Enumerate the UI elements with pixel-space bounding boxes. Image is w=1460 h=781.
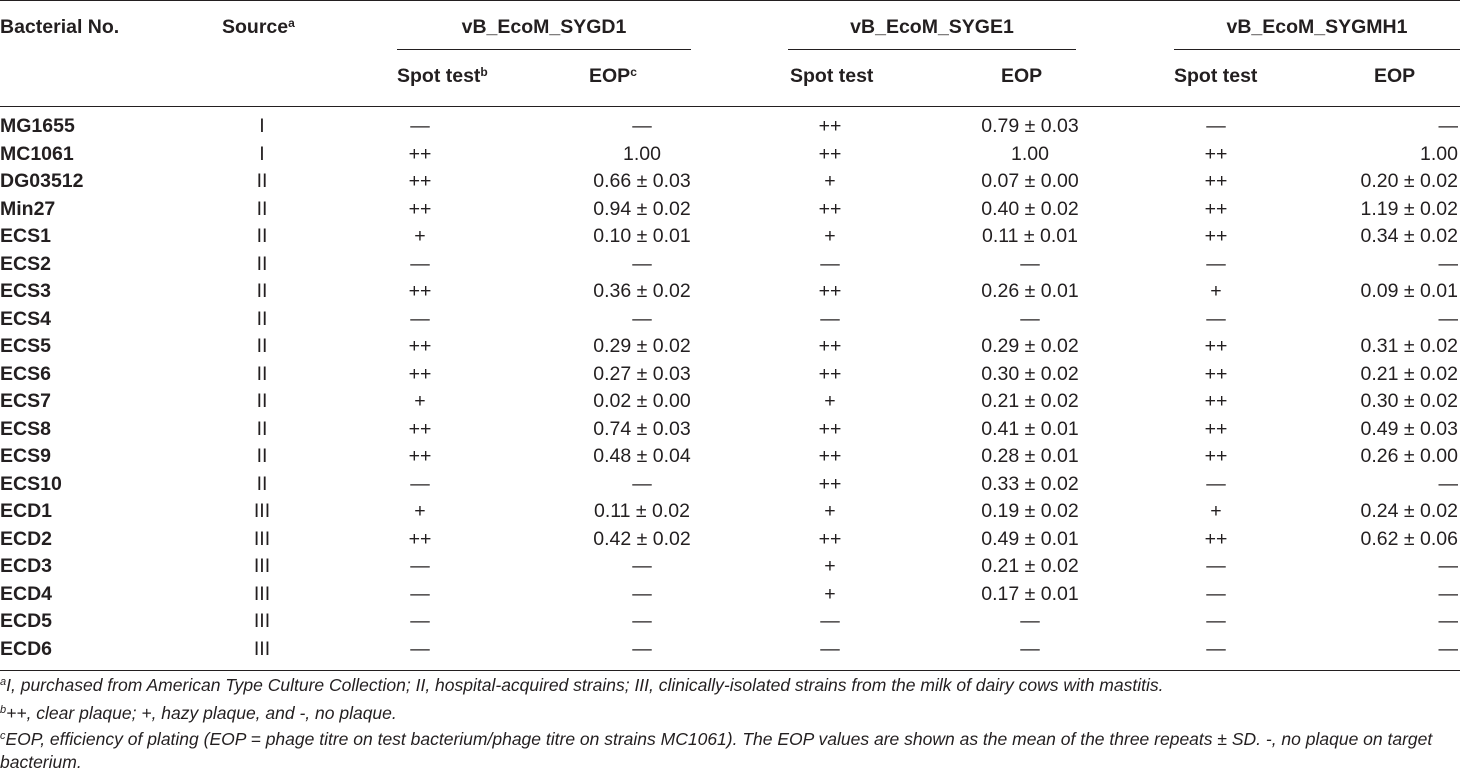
spot-test-cell: ++: [818, 335, 842, 357]
eop-cell: —: [632, 637, 652, 660]
spot-test-cell: +: [414, 225, 426, 247]
source-cell: II: [256, 225, 268, 247]
bacterial-name-cell: ECD3: [0, 555, 53, 577]
eop-cell: 0.49 ± 0.01: [981, 527, 1079, 550]
spot-test-cell: +: [824, 555, 836, 577]
table-row: [0, 223, 1460, 251]
header-source: Source$^a$: [222, 16, 295, 38]
spot-test-cell: ++: [408, 142, 432, 165]
spot-test-cell: ++: [408, 527, 432, 550]
table-bottom-rule: [0, 670, 1460, 671]
table-row: [0, 251, 1460, 279]
bacterial-name-cell: ECS8: [0, 417, 51, 440]
eop-cell: —: [1438, 472, 1458, 495]
source-cell: II: [256, 362, 268, 385]
bacterial-name-cell: DG03512: [0, 170, 84, 192]
eop-cell: —: [632, 307, 652, 330]
source-cell: III: [253, 637, 271, 660]
eop-cell: 0.10 ± 0.01: [593, 225, 691, 247]
table-row: [0, 278, 1460, 306]
eop-cell: 0.62 ± 0.06: [1360, 527, 1458, 550]
eop-cell: 0.30 ± 0.02: [1360, 390, 1458, 412]
bacterial-name-cell: ECS6: [0, 362, 51, 385]
spot-test-cell: —: [410, 610, 430, 632]
eop-cell: —: [632, 252, 652, 275]
eop-cell: 0.34 ± 0.02: [1360, 225, 1458, 247]
header-group-sygd1: vB_EcoM_SYGD1: [461, 16, 627, 38]
eop-cell: —: [1020, 307, 1040, 330]
spot-test-cell: —: [1206, 472, 1226, 495]
spot-test-cell: —: [1206, 555, 1226, 577]
spot-test-cell: —: [410, 472, 430, 495]
bacterial-name-cell: ECS10: [0, 472, 62, 495]
bacterial-name-cell: ECD1: [0, 500, 53, 522]
spot-test-cell: ++: [818, 472, 842, 495]
spot-test-cell: ++: [1204, 170, 1228, 192]
eop-cell: 0.79 ± 0.03: [981, 115, 1079, 137]
eop-cell: —: [1438, 637, 1458, 660]
spot-test-cell: —: [820, 610, 840, 632]
eop-cell: 0.26 ± 0.01: [981, 280, 1079, 302]
table-row: [0, 608, 1460, 636]
spot-test-cell: ++: [408, 417, 432, 440]
header-eop: EOP: [1001, 65, 1043, 87]
table-row: [0, 113, 1460, 141]
spot-test-cell: ++: [1204, 417, 1228, 440]
eop-cell: 0.17 ± 0.01: [981, 582, 1079, 605]
bacterial-name-cell: Min27: [0, 197, 56, 220]
eop-cell: 0.21 ± 0.02: [981, 555, 1079, 577]
eop-cell: 0.74 ± 0.03: [593, 417, 691, 440]
eop-cell: 0.21 ± 0.02: [1360, 362, 1458, 385]
spot-test-cell: ++: [1204, 362, 1228, 385]
bacterial-name-cell: ECS5: [0, 335, 51, 357]
spot-test-cell: +: [824, 225, 836, 247]
spot-test-cell: ++: [1204, 142, 1228, 165]
source-cell: III: [253, 582, 271, 605]
footnote-b: $^b$++, clear plaque; +, hazy plaque, and -, no plaque.: [0, 703, 397, 723]
spot-test-cell: +: [414, 500, 426, 522]
spot-test-cell: —: [410, 555, 430, 577]
group-underline: [397, 49, 691, 50]
source-cell: II: [256, 170, 268, 192]
eop-cell: 0.07 ± 0.00: [981, 170, 1079, 192]
table-top-rule: [0, 0, 1460, 1]
spot-test-cell: —: [1206, 637, 1226, 660]
table-row: [0, 498, 1460, 526]
eop-cell: 0.29 ± 0.02: [593, 335, 691, 357]
eop-cell: 1.00: [1420, 142, 1458, 165]
source-cell: II: [256, 307, 268, 330]
bacterial-name-cell: ECS9: [0, 445, 51, 467]
spot-test-cell: —: [410, 252, 430, 275]
table-row: [0, 526, 1460, 554]
group-underline: [1174, 49, 1460, 50]
spot-test-cell: ++: [408, 197, 432, 220]
header-spot-test: Spot test: [1174, 65, 1258, 87]
source-cell: I: [259, 142, 265, 165]
source-cell: II: [256, 197, 268, 220]
spot-test-cell: ++: [818, 445, 842, 467]
eop-cell: 0.09 ± 0.01: [1360, 280, 1458, 302]
eop-cell: 0.36 ± 0.02: [593, 280, 691, 302]
eop-cell: 0.21 ± 0.02: [981, 390, 1079, 412]
header-spot-test: Spot test: [790, 65, 874, 87]
table-row: [0, 168, 1460, 196]
source-cell: II: [256, 390, 268, 412]
spot-test-cell: +: [824, 500, 836, 522]
bacterial-name-cell: ECD5: [0, 610, 53, 632]
header-spot-test: Spot test$^b$: [397, 65, 488, 87]
spot-test-cell: +: [414, 390, 426, 412]
eop-cell: —: [1020, 637, 1040, 660]
spot-test-cell: ++: [1204, 335, 1228, 357]
table-row: [0, 388, 1460, 416]
bacterial-name-cell: ECD2: [0, 527, 53, 550]
spot-test-cell: ++: [408, 335, 432, 357]
spot-test-cell: +: [1210, 280, 1222, 302]
bacterial-name-cell: ECS1: [0, 225, 51, 247]
spot-test-cell: ++: [818, 197, 842, 220]
source-cell: II: [256, 252, 268, 275]
table-row: [0, 361, 1460, 389]
bacterial-name-cell: ECD4: [0, 582, 53, 605]
eop-cell: —: [1438, 252, 1458, 275]
spot-test-cell: ++: [818, 142, 842, 165]
spot-test-cell: ++: [408, 170, 432, 192]
eop-cell: 0.19 ± 0.02: [981, 500, 1079, 522]
eop-cell: 0.42 ± 0.02: [593, 527, 691, 550]
eop-cell: 0.02 ± 0.00: [593, 390, 691, 412]
eop-cell: 0.40 ± 0.02: [981, 197, 1079, 220]
eop-cell: —: [1438, 610, 1458, 632]
eop-cell: —: [1020, 252, 1040, 275]
spot-test-cell: ++: [408, 280, 432, 302]
eop-cell: —: [632, 472, 652, 495]
bacterial-name-cell: ECS4: [0, 307, 51, 330]
footnote-mark-a: a: [288, 16, 295, 30]
source-cell: II: [256, 280, 268, 302]
spot-test-cell: ++: [818, 362, 842, 385]
eop-cell: 0.29 ± 0.02: [981, 335, 1079, 357]
table-row: [0, 333, 1460, 361]
spot-test-cell: ++: [1204, 527, 1228, 550]
spot-test-cell: ++: [1204, 390, 1228, 412]
spot-test-cell: —: [820, 307, 840, 330]
spot-test-cell: —: [820, 252, 840, 275]
spot-test-cell: ++: [408, 445, 432, 467]
spot-test-cell: —: [820, 637, 840, 660]
spot-test-cell: ++: [818, 115, 842, 137]
spot-test-cell: —: [1206, 307, 1226, 330]
eop-cell: 0.30 ± 0.02: [981, 362, 1079, 385]
source-cell: II: [256, 445, 268, 467]
eop-cell: 1.00: [623, 142, 661, 165]
eop-cell: —: [1438, 582, 1458, 605]
eop-cell: 0.33 ± 0.02: [981, 472, 1079, 495]
source-cell: III: [253, 610, 271, 632]
eop-cell: 0.49 ± 0.03: [1360, 417, 1458, 440]
eop-cell: 0.28 ± 0.01: [981, 445, 1079, 467]
table-row: [0, 443, 1460, 471]
eop-cell: 0.20 ± 0.02: [1360, 170, 1458, 192]
eop-cell: 0.11 ± 0.01: [982, 225, 1078, 247]
eop-cell: —: [632, 115, 652, 137]
spot-test-cell: —: [1206, 610, 1226, 632]
eop-cell: 0.48 ± 0.04: [593, 445, 691, 467]
eop-cell: 0.11 ± 0.02: [594, 500, 690, 522]
source-cell: III: [253, 555, 271, 577]
eop-cell: —: [1438, 555, 1458, 577]
table-body: [0, 113, 1460, 663]
table-row: [0, 196, 1460, 224]
spot-test-cell: —: [410, 582, 430, 605]
spot-test-cell: ++: [1204, 225, 1228, 247]
bacterial-name-cell: MC1061: [0, 142, 74, 165]
header-rule: [0, 106, 1460, 107]
eop-cell: 0.24 ± 0.02: [1360, 500, 1458, 522]
table-row: [0, 416, 1460, 444]
eop-cell: 1.19 ± 0.02: [1360, 197, 1458, 220]
eop-cell: 0.41 ± 0.01: [981, 417, 1079, 440]
header-eop: EOP$^c$: [589, 65, 637, 87]
eop-cell: —: [632, 610, 652, 632]
spot-test-cell: ++: [818, 417, 842, 440]
spot-test-cell: ++: [408, 362, 432, 385]
table-row: [0, 553, 1460, 581]
spot-test-cell: +: [1210, 500, 1222, 522]
table-row: [0, 636, 1460, 664]
eop-cell: 0.66 ± 0.03: [593, 170, 691, 192]
spot-test-cell: ++: [1204, 197, 1228, 220]
spot-test-cell: —: [1206, 582, 1226, 605]
source-cell: I: [259, 115, 265, 137]
bacterial-name-cell: ECS3: [0, 280, 51, 302]
bacterial-name-cell: ECD6: [0, 637, 53, 660]
spot-test-cell: ++: [818, 527, 842, 550]
table-row: [0, 141, 1460, 169]
eop-cell: 0.26 ± 0.00: [1360, 445, 1458, 467]
header-bacterial-no: Bacterial No.: [0, 16, 120, 38]
eop-cell: 1.00: [1011, 142, 1049, 165]
spot-test-cell: +: [824, 390, 836, 412]
eop-cell: —: [1020, 610, 1040, 632]
footnote-mark-b: b: [480, 65, 488, 79]
bacterial-name-cell: ECS7: [0, 390, 51, 412]
header-group-syge1: vB_EcoM_SYGE1: [850, 16, 1014, 38]
footnote-mark-c: c: [630, 65, 637, 79]
source-cell: II: [256, 472, 268, 495]
table-row: [0, 306, 1460, 334]
spot-test-cell: ++: [818, 280, 842, 302]
spot-test-cell: ++: [1204, 445, 1228, 467]
header-eop: EOP: [1374, 65, 1416, 87]
footnote-c: $^c$EOP, efficiency of plating (EOP = phage titre on test bacterium/phage titre on strains MC1061). The EOP values are shown as the mean of the three repeats ± SD. -, no plaque on target bacterium.: [0, 729, 1433, 772]
eop-cell: —: [632, 555, 652, 577]
source-cell: III: [253, 500, 271, 522]
source-cell: II: [256, 335, 268, 357]
header-group-sygmh1: vB_EcoM_SYGMH1: [1226, 16, 1408, 38]
source-cell: III: [253, 527, 271, 550]
source-cell: II: [256, 417, 268, 440]
group-underline: [788, 49, 1076, 50]
bacterial-name-cell: MG1655: [0, 115, 75, 137]
bacterial-name-cell: ECS2: [0, 252, 51, 275]
eop-cell: —: [1438, 307, 1458, 330]
eop-cell: —: [1438, 115, 1458, 137]
spot-test-cell: —: [410, 637, 430, 660]
eop-cell: 0.27 ± 0.03: [593, 362, 691, 385]
eop-cell: 0.31 ± 0.02: [1360, 335, 1458, 357]
spot-test-cell: —: [1206, 252, 1226, 275]
spot-test-cell: —: [1206, 115, 1226, 137]
eop-cell: 0.94 ± 0.02: [593, 197, 691, 220]
table-row: [0, 471, 1460, 499]
spot-test-cell: —: [410, 115, 430, 137]
eop-cell: —: [632, 582, 652, 605]
footnote-a: $^a$I, purchased from American Type Culture Collection; II, hospital-acquired strains; III, clinically-isolated strains from the milk of dairy cows with mastitis.: [0, 675, 1164, 695]
spot-test-cell: —: [410, 307, 430, 330]
spot-test-cell: +: [824, 170, 836, 192]
spot-test-cell: +: [824, 582, 836, 605]
table-row: [0, 581, 1460, 609]
